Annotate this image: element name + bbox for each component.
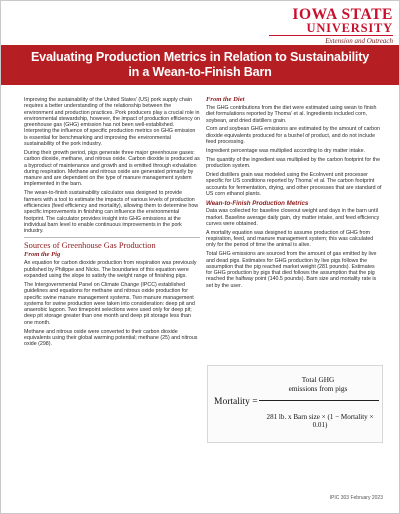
section-heading-sources: Sources of Greenhouse Gas Production (24, 237, 200, 250)
formula-lhs: Mortality = (214, 397, 258, 407)
diet-paragraph-4: The quantity of the ingredient was multiplied by the carbon footprint for the production system. (206, 156, 381, 170)
pig-paragraph-1: An equation for carbon dioxide production from respiration was previously published by Philippe and Nicks. The boundaries of this equation were expanded using the slope to satisfy the weight range of finishing pigs. (24, 260, 197, 280)
diet-paragraph-1: The GHG contributions from the diet were estimated using wean to finish diet formulations reported by Thoma' et al. Ingredients included corn, soybean, and dried distillers grain. (206, 105, 377, 124)
title-banner (1, 45, 399, 85)
intro-paragraph-3: The wean-to-finish sustainability calculator was designed to provide farmers with a tool to estimate the impacts of various levels of production efficiencies (feed efficiency and mortality), allowing them to determine how specific improvements in finishing can influence the environmental footprint. The calculator provides insight into GHG emissions at the individual barn level to enable continuous improvements in the pork industry. (24, 190, 199, 235)
metrics-paragraph-1: Data was collected for baseline closeout weight and days in the barn until market. Baseline average daily gain, dry matter intake, and feed efficiency curves were obtained. (206, 208, 380, 227)
formula-numerator (262, 376, 374, 393)
logo-university: UNIVERSITY (306, 21, 393, 35)
subheading-from-pig: From the Pig (24, 251, 61, 259)
title-line-1: Evaluating Production Metrics in Relation to Sustainability (30, 49, 370, 65)
subheading-production-metrics: Wean-to-Finish Production Metrics (206, 199, 309, 207)
intro-paragraph-2: During their growth period, pigs generate three major greenhouse gases: carbon dioxide, methane, and nitrous oxide. Carbon dioxide is produced as a byproduct of maintenance and growth and is emitted through exhalation during respiration. Methane and nitrous oxide are generated primarily by manure and are dependent on the type of manure management system implemented in the barn. (24, 149, 200, 188)
metrics-paragraph-3: Total GHG emissions are sourced from the amount of gas emitted by live and dead pigs. Estimates for GHG production by live pigs follows the assumption that the pig reached market weight (281 pounds). Estimates for GHG production by pigs that died follows the assumption that the pig reached the halfway point (140.5 pounds). Barn size and mortality rate is set by the user. (206, 251, 377, 289)
publication-code: IPIC 303 February 2023 (329, 495, 383, 501)
diet-paragraph-3: Ingredient percentage was multiplied according to dry matter intake. (206, 147, 365, 154)
formula-denominator: 281 lb. x Barn size × (1 − Mortality × 0.01) (266, 413, 374, 429)
formula-numerator-line-2: emissions from pigs (288, 383, 348, 393)
mortality-formula-box (207, 365, 383, 443)
pig-paragraph-2: The Intergovernmental Panel on Climate Change (IPCC) established guidelines and equations for methane and nitrous oxide production for specific swine manure management systems. Two manure management systems for swine production were taken into consideration: deep pit and anaerobic lagoon. Two timepoint selections were used only for deep pit; deep pit storage greater than one month and deep pit storage less than one month. (24, 281, 195, 326)
formula-numerator-line-1: Total GHG (301, 375, 335, 384)
diet-paragraph-2: Corn and soybean GHG emissions are estimated by the amount of carbon dioxide equivalents produced for a bushel of product, and do not include feed processing. (206, 126, 381, 146)
pig-paragraph-3: Methane and nitrous oxide were converted to their carbon dioxide equivalents using their global warming potential; methane (25) and nitrous oxide (298). (24, 328, 198, 348)
right-column (206, 96, 382, 292)
title-line-2: in a Wean-to-Finish Barn (128, 64, 272, 80)
formula-fraction-bar (259, 400, 379, 401)
subheading-from-diet: From the Diet (206, 96, 245, 103)
logo-extension: Extension and Outreach (269, 35, 393, 46)
intro-paragraph-1: Improving the sustainability of the United States' (US) pork supply chain requires a better understanding of the relationship between the environment and production practices. Pork producers play a crucial role in environmental stewardship, however, the impact of production efficiency on greenhouse gas (GHG) emission has not been well-established. Interpreting the influence of specific production metrics on GHG emission is essential for benchmarking and improving the environmental sustainability of the pork industry. (24, 97, 200, 148)
logo-iowa-state: IOWA STATE (292, 6, 393, 23)
diet-paragraph-5: Dried distillers grain was modeled using the EcoInvent unit processer specific for US conditions reported by Thoma' et al. The carbon footprint accounts for fermentation, drying, and other processes that are standard of US corn ethanol plants. (206, 172, 382, 197)
metrics-paragraph-2: A mortality equation was designed to assume production of GHG from respiration, feed, and manure management system; this was calculated only for the period of time the animal is alive. (206, 229, 374, 249)
left-column (24, 97, 200, 350)
isu-logo[interactable] (269, 7, 393, 46)
